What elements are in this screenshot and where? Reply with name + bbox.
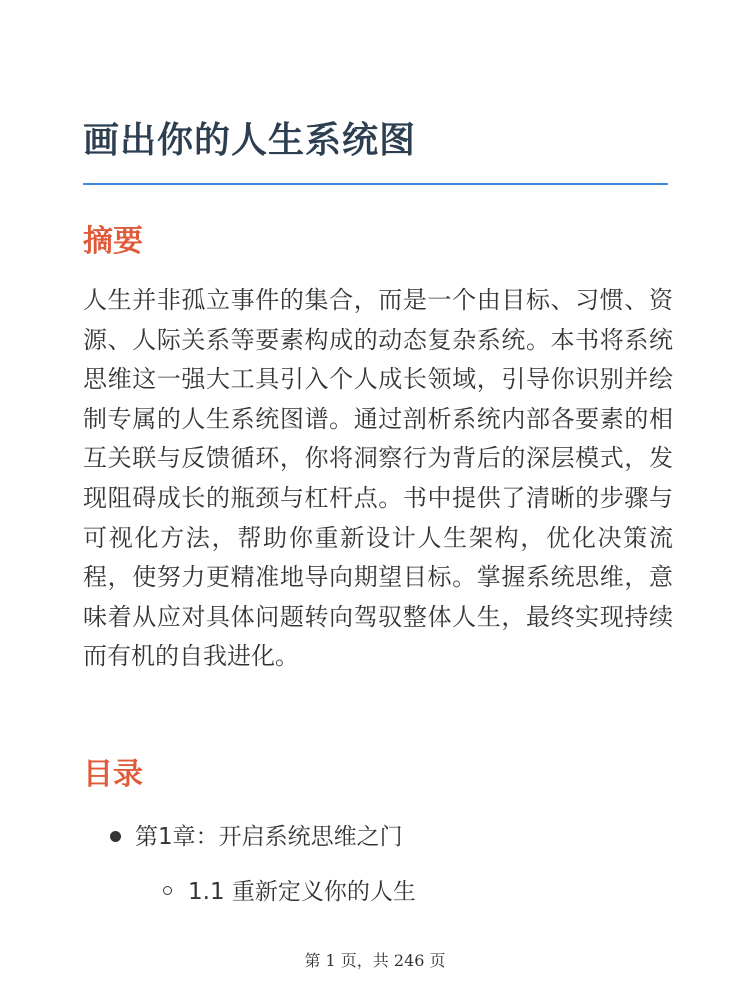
bullet-circle-icon bbox=[163, 886, 172, 895]
page-number-footer: 第 1 页，共 246 页 bbox=[304, 951, 446, 970]
abstract-heading: 摘要 bbox=[83, 224, 143, 259]
toc-item-section-1-1[interactable]: 1.1 重新定义你的人生 bbox=[188, 879, 416, 905]
title-divider bbox=[83, 183, 668, 185]
abstract-paragraph: 人生并非孤立事件的集合，而是一个由目标、习惯、资源、人际关系等要素构成的动态复杂系统。本书将系统思维这一强大工具引入个人成长领域，引导你识别并绘制专属的人生系统图谱。通过剖析系统内部各要素的相互关联与反馈循环，你将洞察行为背后的深层模式，发现阻碍成长的瓶颈与杠杆点。书中提供了清晰的步骤与可视化方法，帮助你重新设计人生架构，优化决策流程，使努力更精准地导向期望目标。掌握系统思维，意味着从应对具体问题转向驾驭整体人生，最终实现持续而有机的自我进化。 bbox=[83, 286, 673, 671]
toc-heading: 目录 bbox=[83, 757, 143, 792]
bullet-disc-icon bbox=[110, 831, 121, 842]
book-title: 画出你的人生系统图 bbox=[83, 120, 417, 161]
toc-item-chapter-1[interactable]: 第1章：开启系统思维之门 bbox=[135, 824, 403, 850]
